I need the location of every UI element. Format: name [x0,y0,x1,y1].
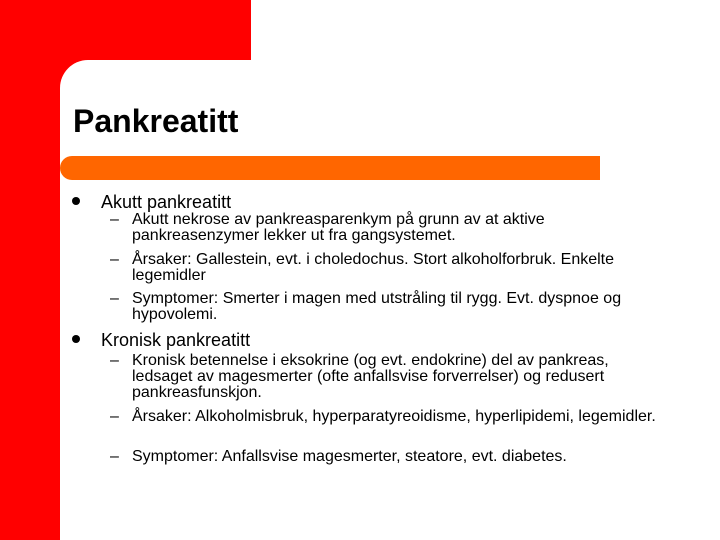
dash-bullet-icon: – [110,408,119,425]
dash-bullet-icon: – [110,211,119,228]
slide-title: Pankreatitt [73,103,239,139]
list-item-text: Symptomer: Smerter i magen med utstråling til rygg. Evt. dyspnoe og hypovolemi. [132,290,622,323]
dash-bullet-icon: – [110,251,119,268]
dash-bullet-icon: – [110,290,119,307]
list-item-text: Symptomer: Anfallsvise magesmerter, steatore, evt. diabetes. [132,448,567,465]
list-item-text: Kronisk betennelse i eksokrine (og evt. endokrine) del av pankreas, ledsaget av magesmerter (ofte anfallsvise forverrelser) og redusert pankreasfunskjon. [132,352,609,401]
decorative-red-strip [0,0,60,540]
dash-bullet-icon: – [110,448,119,465]
section-heading: Kronisk pankreatitt [101,330,251,350]
list-item-text: Årsaker: Gallestein, evt. i choledochus. Stort alkoholforbruk. Enkelte legemidler [132,251,615,284]
list-item-text: Akutt nekrose av pankreasparenkym på grunn av at aktive pankreasenzymer lekker ut fra gangsystemet. [132,211,545,244]
bullet-dot-icon [72,197,80,205]
title-underline-bar [60,156,600,180]
dash-bullet-icon: – [110,352,119,369]
section-heading: Akutt pankreatitt [101,192,232,212]
bullet-dot-icon [72,335,80,343]
list-item-text: Årsaker: Alkoholmisbruk, hyperparatyreoidisme, hyperlipidemi, legemidler. [132,408,656,425]
